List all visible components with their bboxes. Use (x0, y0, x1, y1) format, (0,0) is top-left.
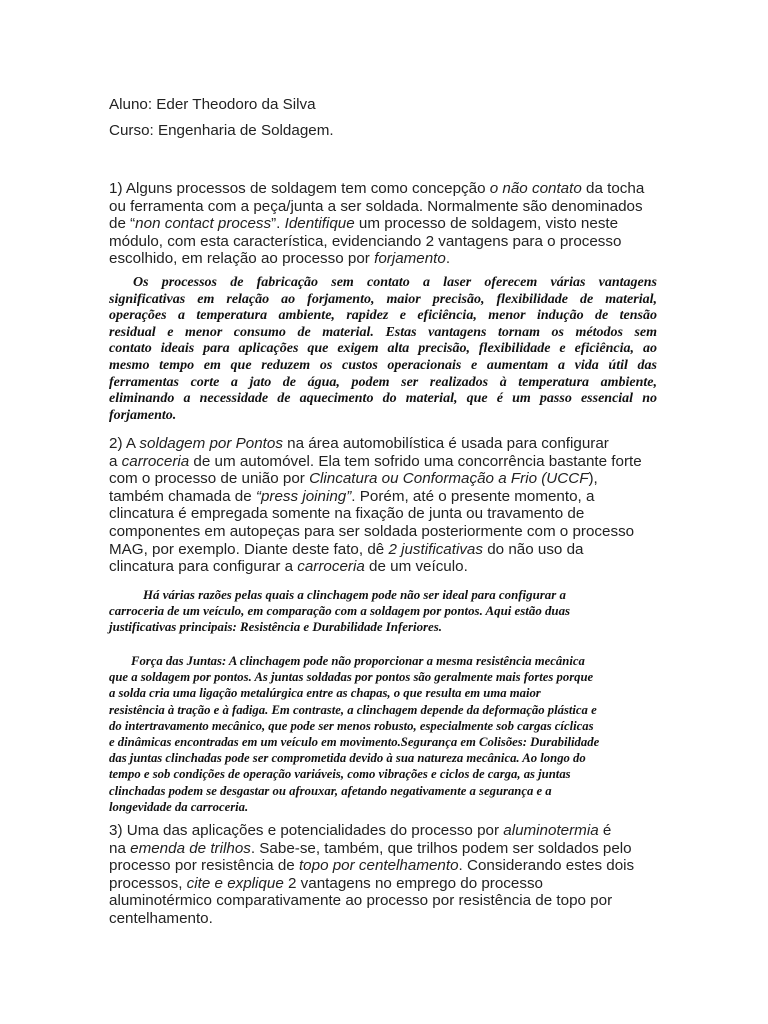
answer-line: resistência à tração e à fadiga. Em contraste, a clinchagem depende da deformação plástica e (109, 702, 597, 717)
answer-line: significativas em relação ao forjamento, maior precisão, flexibilidade de material, (109, 291, 657, 307)
q2-line: a carroceria de um automóvel. Ela tem sofrido uma concorrência bastante forte (109, 452, 642, 470)
q3-line: processo por resistência de topo por centelhamento. Considerando estes dois (109, 857, 635, 875)
answer-line: e dinâmicas encontradas em um veículo em movimento.Segurança em Colisões: Durabilidade (109, 735, 600, 750)
student-name: Aluno: Eder Theodoro da Silva (109, 96, 316, 113)
answer-line: do intertravamento mecânico, que pode ser menos robusto, especialmente sob cargas cíclicas (109, 718, 594, 733)
q3-line: aluminotérmico comparativamente ao processo por resistência de topo por (109, 892, 613, 910)
q2-line: com o processo de união por Clincatura ou Conformação a Frio (UCCF), (109, 470, 598, 488)
q1-line: escolhido, em relação ao processo por forjamento. (109, 250, 451, 268)
q1-line: 1) Alguns processos de soldagem tem como concepção o não contato da tocha (109, 180, 645, 197)
answer-line: eliminando a necessidade de aquecimento do material, que é um passo essencial no (109, 391, 657, 407)
q1-line: módulo, com esta característica, evidenciando 2 vantagens para o processo (109, 232, 622, 250)
answer-1 (109, 275, 657, 424)
answer-2-intro (109, 587, 768, 636)
answer-line: Os processos de fabricação sem contato a laser oferecem várias vantagens (133, 275, 657, 290)
answer-line: das juntas clinchadas pode ser comprometida devido à sua natureza mecânica. Ao longo do (109, 751, 586, 766)
q2-line: MAG, por exemplo. Diante deste fato, dê 2 justificativas do não uso da (109, 540, 584, 558)
q2-line: clincatura para configurar a carroceria de um veículo. (109, 558, 468, 576)
question-2 (109, 435, 768, 576)
answer-line: longevidade da carroceria. (109, 799, 249, 814)
answer-line: tempo e sob condições de operação variáveis, como vibrações e ciclos de carga, as juntas (109, 767, 571, 782)
q3-line: centelhamento. (109, 909, 213, 927)
answer-line: forjamento. (109, 407, 177, 423)
q2-line: clincatura é empregada somente na fixação de junta ou travamento de (109, 505, 585, 523)
question-3 (109, 822, 768, 928)
q2-line: componentes em autopeças para ser soldada posteriormente com o processo (109, 522, 635, 540)
q1-line: de “non contact process”. Identifique um processo de soldagem, visto neste (109, 215, 619, 233)
q3-line: na emenda de trilhos. Sabe-se, também, que trilhos podem ser soldados pelo (109, 839, 632, 857)
answer-line: clinchadas podem se desgastar ou afrouxar, afetando negativamente a segurança e a (109, 783, 552, 798)
answer-2-detail (109, 653, 768, 815)
question-1 (109, 180, 768, 268)
q3-line: processos, cite e explique 2 vantagens no emprego do processo (109, 874, 543, 892)
answer-line: justificativas principais: Resistência e Durabilidade Inferiores. (109, 620, 443, 635)
answer-line: a solda cria uma ligação metalúrgica entre as chapas, o que resulta em uma maior (109, 686, 541, 701)
answer-line: Há várias razões pelas quais a clinchagem pode não ser ideal para configurar a (143, 588, 566, 602)
answer-line: Força das Juntas: A clinchagem pode não proporcionar a mesma resistência mecânica (131, 654, 585, 668)
answer-line: operações a temperatura ambiente, rapidez e eficiência, menor indução de tensão (109, 308, 657, 324)
answer-line: contato ideais para aplicações que exigem alta precisão, flexibilidade e eficiência, ao (109, 341, 657, 357)
course-name: Curso: Engenharia de Soldagem. (109, 122, 334, 139)
q3-line: 3) Uma das aplicações e potencialidades do processo por aluminotermia é (109, 822, 612, 839)
q2-line: 2) A soldagem por Pontos na área automobilística é usada para configurar (109, 435, 609, 452)
answer-line: residual e menor consumo de material. Estas vantagens tornam os métodos sem (109, 324, 657, 340)
answer-line: carroceria de um veículo, em comparação com a soldagem por pontos. Aqui estão duas (109, 604, 571, 619)
answer-line: ferramentas corte a jato de água, podem ser realizados à temperatura ambiente, (109, 374, 657, 390)
answer-line: mesmo tempo em que reduzem os custos operacionais e aumentam a vida útil das (109, 357, 657, 373)
q1-line: ou ferramenta com a peça/junta a ser soldada. Normalmente são denominados (109, 197, 643, 215)
q2-line: também chamada de “press joining”. Porém, até o presente momento, a (109, 487, 595, 505)
answer-line: que a soldagem por pontos. As juntas soldadas por pontos são geralmente mais fortes porque (109, 670, 594, 685)
